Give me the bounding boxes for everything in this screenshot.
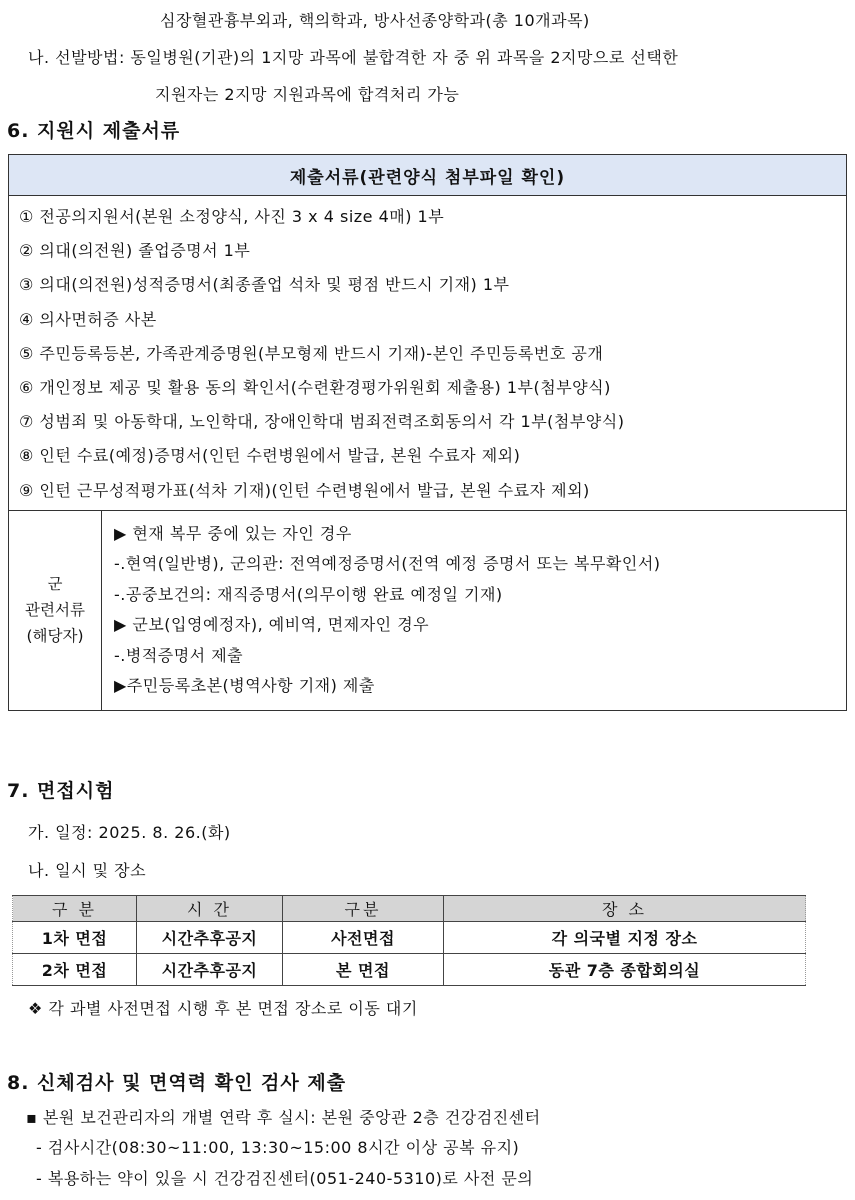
submission-documents-table bbox=[8, 154, 847, 711]
table-cell: 동관 7층 종합회의실 bbox=[444, 954, 806, 986]
table-cell: 사전면접 bbox=[283, 922, 444, 954]
military-doc-item: -.현역(일반병), 군의관: 전역예정증명서(전역 예정 증명서 또는 복무확인서) bbox=[114, 554, 661, 574]
table-cell: 2차 면접 bbox=[13, 954, 137, 986]
documents-list bbox=[9, 196, 847, 511]
table-row bbox=[13, 954, 806, 986]
section-8-title: 8. 신체검사 및 면역력 확인 검사 제출 bbox=[7, 1072, 347, 1094]
table-cell: 각 의국별 지정 장소 bbox=[444, 922, 806, 954]
interview-note: ❖ 각 과별 사전면접 시행 후 본 면접 장소로 이동 대기 bbox=[28, 999, 418, 1018]
health-check-line-2: - 검사시간(08:30~11:00, 13:30~15:00 8시간 이상 공복 유지) bbox=[36, 1138, 520, 1157]
military-docs-list bbox=[102, 510, 847, 710]
table-cell: 시간추후공지 bbox=[137, 954, 283, 986]
military-label-line-1: 군 bbox=[47, 575, 63, 594]
document-item: ④ 의사면허증 사본 bbox=[19, 309, 157, 329]
intro-line-3: 지원자는 2지망 지원과목에 합격처리 가능 bbox=[155, 85, 460, 104]
section-7-title: 7. 면접시험 bbox=[7, 780, 115, 802]
interview-schedule-table bbox=[12, 895, 806, 986]
military-doc-item: ▶ 현재 복무 중에 있는 자인 경우 bbox=[114, 523, 352, 543]
interview-date: 가. 일정: 2025. 8. 26.(화) bbox=[28, 823, 231, 842]
military-doc-item: ▶ 군보(입영예정자), 예비역, 면제자인 경우 bbox=[114, 615, 430, 635]
health-check-line-3: - 복용하는 약이 있을 시 건강검진센터(051-240-5310)로 사전 문의 bbox=[36, 1169, 534, 1188]
military-label-line-3: (해당자) bbox=[26, 627, 84, 646]
column-header: 시 간 bbox=[137, 896, 283, 922]
health-check-line-1: ▪ 본원 보건관리자의 개별 연락 후 실시: 본원 중앙관 2층 건강검진센터 bbox=[26, 1108, 541, 1127]
military-doc-item: -.공중보건의: 재직증명서(의무이행 완료 예정일 기재) bbox=[114, 584, 503, 604]
military-doc-item: -.병적증명서 제출 bbox=[114, 645, 244, 665]
documents-table-header: 제출서류(관련양식 첨부파일 확인) bbox=[9, 155, 847, 196]
document-item: ⑧ 인턴 수료(예정)증명서(인턴 수련병원에서 발급, 본원 수료자 제외) bbox=[19, 446, 521, 466]
document-item: ② 의대(의전원) 졸업증명서 1부 bbox=[19, 241, 251, 261]
table-cell: 시간추후공지 bbox=[137, 922, 283, 954]
interview-place-heading: 나. 일시 및 장소 bbox=[28, 861, 147, 880]
table-cell: 1차 면접 bbox=[13, 922, 137, 954]
military-label-line-2: 관련서류 bbox=[25, 601, 85, 620]
table-row bbox=[13, 922, 806, 954]
document-item: ① 전공의지원서(본원 소정양식, 사진 3 x 4 size 4매) 1부 bbox=[19, 207, 445, 226]
document-item: ⑦ 성범죄 및 아동학대, 노인학대, 장애인학대 범죄전력조회동의서 각 1부(첨부양식) bbox=[19, 412, 625, 432]
document-item: ⑤ 주민등록등본, 가족관계증명원(부모형제 반드시 기재)-본인 주민등록번호 공개 bbox=[19, 343, 604, 363]
intro-line-2: 나. 선발방법: 동일병원(기관)의 1지망 과목에 불합격한 자 중 위 과목을 2지망으로 선택한 bbox=[28, 48, 679, 67]
table-cell: 본 면접 bbox=[283, 954, 444, 986]
military-docs-label bbox=[9, 510, 102, 710]
document-item: ⑨ 인턴 근무성적평가표(석차 기재)(인턴 수련병원에서 발급, 본원 수료자 제외) bbox=[19, 480, 590, 500]
military-doc-item: ▶주민등록초본(병역사항 기재) 제출 bbox=[114, 676, 375, 696]
document-item: ⑥ 개인정보 제공 및 활용 동의 확인서(수련환경평가위원회 제출용) 1부(첨부양식) bbox=[19, 377, 611, 397]
column-header: 구 분 bbox=[13, 896, 137, 922]
intro-line-1: 심장혈관흉부외과, 핵의학과, 방사선종양학과(총 10개과목) bbox=[160, 11, 590, 30]
column-header: 구분 bbox=[283, 896, 444, 922]
column-header: 장 소 bbox=[444, 896, 806, 922]
document-item: ③ 의대(의전원)성적증명서(최종졸업 석차 및 평점 반드시 기재) 1부 bbox=[19, 275, 510, 295]
section-6-title: 6. 지원시 제출서류 bbox=[7, 120, 181, 142]
